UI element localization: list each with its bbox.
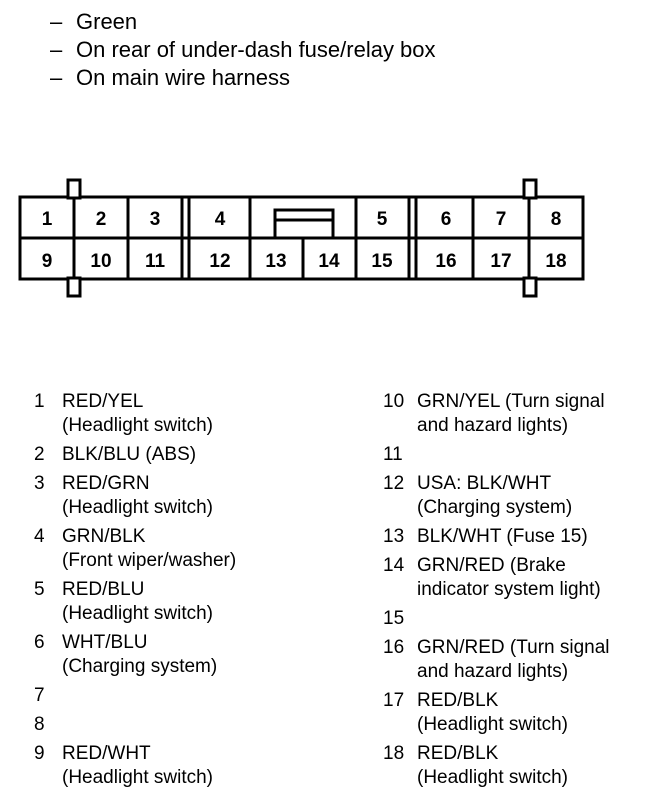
pin-entry-7 [34, 684, 344, 708]
left-lock-tab [68, 180, 80, 198]
connector-notes [50, 8, 436, 92]
pin-label-10: 10 [90, 251, 112, 272]
wire-color: RED/BLK [417, 743, 499, 764]
wire-circuit: (Charging system) [417, 497, 573, 518]
pin-label-12: 12 [209, 251, 231, 272]
pin-label-9: 9 [41, 251, 53, 272]
pin-entry-4 [34, 525, 344, 573]
wire-circuit: (Headlight switch) [417, 767, 568, 788]
pin-description [62, 713, 344, 737]
pin-number: 14 [383, 555, 405, 576]
pin-entry-17 [383, 689, 668, 737]
wire-color: RED/BLK [417, 690, 499, 711]
pin-number: 6 [34, 632, 45, 653]
pin-entry-16 [383, 636, 668, 684]
pin-number: 17 [383, 690, 405, 711]
pin-number: 7 [34, 685, 45, 706]
pin-label-3: 3 [149, 209, 161, 230]
pin-entry-8 [34, 713, 344, 737]
right-lock-tab [524, 180, 536, 198]
pin-description [417, 689, 668, 737]
pin-description [62, 390, 344, 438]
right-lock-tab-bottom [524, 278, 536, 296]
dash-bullet: – [50, 37, 63, 62]
pin-description [62, 525, 344, 573]
pin-description [62, 443, 344, 467]
key-notch [275, 210, 333, 238]
pin-description [417, 742, 668, 790]
note-location: – On rear of under-dash fuse/relay box [50, 37, 436, 62]
pin-label-2: 2 [95, 209, 107, 230]
wire-color: BLK/BLU (ABS) [62, 444, 197, 465]
wire-circuit: (Headlight switch) [62, 603, 213, 624]
pin-description [417, 554, 668, 602]
pin-entry-18 [383, 742, 668, 790]
pin-number: 11 [383, 444, 403, 465]
pin-number: 18 [383, 743, 405, 764]
pin-number: 8 [34, 714, 45, 735]
dash-bullet: – [50, 9, 63, 34]
pin-entry-14 [383, 554, 668, 602]
pin-number: 4 [34, 526, 45, 547]
pin-label-15: 15 [371, 251, 393, 272]
pin-description [417, 472, 668, 520]
wire-color: RED/BLU [62, 579, 145, 600]
pin-entry-11 [383, 443, 668, 467]
wire-circuit: (Headlight switch) [417, 714, 568, 735]
pin-label-1: 1 [41, 209, 53, 230]
pin-description [417, 525, 668, 549]
wire-circuit: (Headlight switch) [62, 415, 213, 436]
wire-circuit: and hazard lights) [417, 415, 569, 436]
pin-label-13: 13 [265, 251, 287, 272]
pin-number: 1 [34, 391, 45, 412]
pin-description [62, 684, 344, 708]
dash-bullet: – [50, 65, 63, 90]
pin-number: 16 [383, 637, 405, 658]
wire-color: RED/YEL [62, 391, 144, 412]
pin-number: 2 [34, 444, 45, 465]
pin-description [62, 742, 344, 790]
wire-color: GRN/RED (Brake [417, 555, 566, 576]
pin-description [417, 636, 668, 684]
wire-circuit: (Charging system) [62, 656, 218, 677]
pin-description [62, 631, 344, 679]
pin-description [417, 443, 668, 467]
pin-label-14: 14 [318, 251, 340, 272]
pin-number: 13 [383, 526, 405, 547]
pin-entry-12 [383, 472, 668, 520]
pin-list-left [34, 390, 344, 795]
wire-circuit: (Headlight switch) [62, 497, 213, 518]
pin-label-18: 18 [545, 251, 567, 272]
wire-circuit: (Front wiper/washer) [62, 550, 237, 571]
pin-entry-1 [34, 390, 344, 438]
pin-entry-15 [383, 607, 668, 631]
pin-entry-13 [383, 525, 668, 549]
pin-label-16: 16 [435, 251, 457, 272]
pin-number: 12 [383, 473, 405, 494]
wire-circuit: indicator system light) [417, 579, 601, 600]
wire-color: GRN/YEL (Turn signal [417, 391, 605, 412]
pin-description [417, 607, 668, 631]
wire-color: GRN/BLK [62, 526, 146, 547]
pin-entry-9 [34, 742, 344, 790]
wire-circuit: and hazard lights) [417, 661, 569, 682]
pin-label-4: 4 [214, 209, 226, 230]
note-harness: – On main wire harness [50, 65, 290, 90]
pin-label-5: 5 [376, 209, 388, 230]
pin-number: 10 [383, 391, 405, 412]
pin-entry-3 [34, 472, 344, 520]
pin-description [62, 578, 344, 626]
wire-color: USA: BLK/WHT [417, 473, 552, 494]
wire-color: RED/GRN [62, 473, 150, 494]
pin-entry-2 [34, 443, 344, 467]
pin-label-6: 6 [440, 209, 452, 230]
pin-entry-10 [383, 390, 668, 438]
wire-color: BLK/WHT (Fuse 15) [417, 526, 588, 547]
pin-description [417, 390, 668, 438]
pin-description [62, 472, 344, 520]
pin-number: 15 [383, 608, 405, 629]
left-lock-tab-bottom [68, 278, 80, 296]
pin-number: 9 [34, 743, 45, 764]
note-color: – Green [50, 9, 138, 34]
connector-diagram [0, 170, 672, 305]
wire-color: GRN/RED (Turn signal [417, 637, 610, 658]
wire-circuit: (Headlight switch) [62, 767, 213, 788]
pin-list-right [383, 390, 668, 795]
pin-entry-5 [34, 578, 344, 626]
pin-label-7: 7 [495, 209, 507, 230]
pin-number: 3 [34, 473, 45, 494]
pin-label-11: 11 [144, 251, 166, 272]
pin-entry-6 [34, 631, 344, 679]
pin-label-8: 8 [550, 209, 562, 230]
wire-color: RED/WHT [62, 743, 151, 764]
pin-number: 5 [34, 579, 45, 600]
pin-label-17: 17 [490, 251, 512, 272]
wire-color: WHT/BLU [62, 632, 148, 653]
